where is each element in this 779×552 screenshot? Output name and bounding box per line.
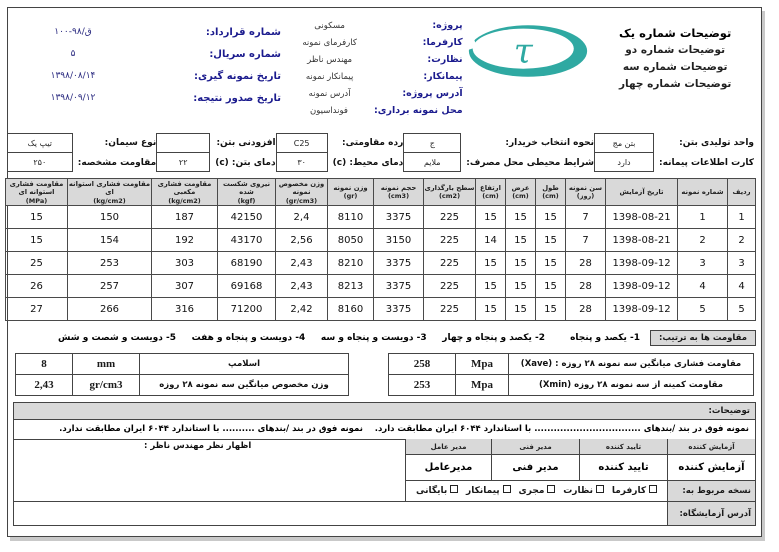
table-cell: 225	[424, 275, 476, 298]
strengths-note	[13, 328, 756, 348]
table-cell: 1398-09-12	[606, 298, 678, 321]
checkbox-icon[interactable]	[649, 485, 657, 493]
table-cell: 257	[68, 275, 152, 298]
signatures-section	[13, 439, 756, 526]
strength-summary-table	[388, 353, 754, 396]
spec-label: کارت اطلاعات پیمانه:	[659, 157, 754, 168]
table-cell: 3375	[374, 206, 424, 229]
table-row	[6, 206, 756, 229]
lab-address-value	[14, 502, 667, 525]
summary-label: اسلامپ	[140, 354, 349, 375]
table-cell: 2	[728, 229, 756, 252]
note-line-4: توضیحات شماره چهار	[618, 78, 732, 90]
table-cell: 8050	[328, 229, 374, 252]
spec-label: دمای محیط: (c)	[332, 157, 404, 168]
table-cell: 15	[506, 206, 536, 229]
table-cell: 3375	[374, 298, 424, 321]
table-row	[6, 298, 756, 321]
table-cell: 15	[6, 206, 68, 229]
table-cell: 15	[476, 298, 506, 321]
col-sample-age: سن نمونه (روز)	[566, 179, 606, 206]
col-specific-weight: وزن مخصوص نمونه (gr/cm3)	[276, 179, 328, 206]
spec-value-box: بتن مج	[594, 133, 654, 153]
field-sampling-date	[13, 65, 281, 87]
spec-value-box: C25	[276, 133, 328, 153]
col-height: ارتفاع (cm)	[476, 179, 506, 206]
table-cell: 2,4	[276, 206, 328, 229]
table-cell: 5	[728, 298, 756, 321]
project-fields	[281, 13, 463, 129]
table-cell: 8210	[328, 252, 374, 275]
strengths-note-text: 1- یکصد و پنجاه 2- یکصد و پنجاه و چهار 3- دویست و پنجاه و سه 4- دویست و پنجاه و هفت 5- دویست و شصت و شش	[58, 333, 641, 343]
field-value: فونداسیون	[310, 105, 348, 116]
field-label: پروژه:	[432, 20, 463, 31]
col-cylindrical-strength-kg: مقاومت فشاری استوانه ای (kg/cm2)	[68, 179, 151, 205]
tau-logo-icon	[466, 23, 590, 81]
summary-unit: Mpa	[456, 354, 509, 375]
field-label: محل نمونه برداری:	[373, 105, 463, 116]
field-value: مهندس ناظر	[307, 54, 353, 65]
spec-strength-class	[276, 133, 404, 172]
field-value: کارفرمای نمونه	[302, 37, 357, 48]
summary-row-xmin	[389, 375, 754, 396]
table-cell: 68190	[218, 252, 276, 275]
spec-label: شرایط محیطی محل مصرف:	[466, 157, 595, 168]
role-approver: تایید کننده	[579, 439, 667, 455]
table-cell: 1	[678, 206, 728, 229]
table-cell: 253	[68, 252, 152, 275]
checkbox-icon[interactable]	[450, 485, 458, 493]
spec-value-box: ۲۵۰	[7, 152, 73, 172]
field-serial-number	[13, 43, 281, 65]
table-cell: 15	[476, 206, 506, 229]
summary-unit: mm	[73, 354, 140, 375]
spec-value-box: ج	[403, 133, 461, 153]
table-cell: 3150	[374, 229, 424, 252]
table-cell: 1	[728, 206, 756, 229]
table-cell: 15	[476, 275, 506, 298]
table-row	[6, 229, 756, 252]
table-cell: 15	[506, 275, 536, 298]
note-line-2: توضیحات شماره دو	[625, 44, 726, 56]
slump-summary-table	[15, 353, 349, 396]
field-value: ۱۳۹۸/۰۹/۱۲	[50, 93, 96, 103]
checkbox-icon[interactable]	[503, 485, 511, 493]
spec-label: افزودنی بتن:	[216, 137, 276, 148]
table-cell: 154	[68, 229, 152, 252]
field-contract-number	[13, 21, 281, 43]
name-ceo: مدیرعامل	[405, 455, 491, 481]
field-project	[281, 17, 463, 34]
checkbox-icon[interactable]	[547, 485, 555, 493]
table-cell: 8213	[328, 275, 374, 298]
table-cell: 8160	[328, 298, 374, 321]
table-cell: 28	[566, 298, 606, 321]
table-cell: 225	[424, 229, 476, 252]
table-cell: 225	[424, 206, 476, 229]
table-cell: 27	[6, 298, 68, 321]
table-cell: 69168	[218, 275, 276, 298]
field-label: پیمانکار:	[423, 71, 463, 82]
name-technical-manager: مدیر فنی	[491, 455, 579, 481]
col-cubic-strength: مقاومت فشاری مکعبی (kg/cm2)	[152, 179, 218, 206]
checkbox-icon[interactable]	[596, 485, 604, 493]
table-cell: 5	[678, 298, 728, 321]
table-cell: 303	[152, 252, 218, 275]
name-tester: آزمایش کننده	[667, 455, 755, 481]
table-cell: 307	[152, 275, 218, 298]
field-sampling-location	[281, 102, 463, 119]
copy-option-archive: بایگانی	[416, 485, 458, 498]
col-sample-volume: حجم نمونه (cm3)	[374, 179, 424, 206]
summary-unit: Mpa	[456, 375, 509, 396]
lab-logo	[463, 13, 595, 129]
note-line-1: توضیحات شماره یک	[618, 26, 732, 40]
spec-label: واحد تولیدی بتن:	[679, 137, 754, 148]
table-cell: 7	[566, 229, 606, 252]
spec-label: نوع سیمان:	[104, 137, 157, 148]
spec-label: دمای بتن: (c)	[215, 157, 276, 168]
field-value: آدرس نمونه	[308, 88, 351, 99]
table-cell: 15	[536, 252, 566, 275]
table-cell: 4	[728, 275, 756, 298]
table-cell: 266	[68, 298, 152, 321]
strengths-note-label: مقاومت ها به ترتیب:	[650, 330, 756, 346]
field-label: شماره سریال:	[209, 48, 281, 60]
table-cell: 15	[6, 229, 68, 252]
results-table	[5, 178, 756, 321]
copy-option-supervision: نظارت	[563, 485, 604, 498]
observer-note: اظهار نظر مهندس ناظر :	[14, 439, 405, 502]
table-cell: 15	[536, 206, 566, 229]
table-cell: 2,56	[276, 229, 328, 252]
field-label: تاریخ نمونه گیری:	[193, 70, 281, 82]
table-cell: 3375	[374, 275, 424, 298]
remarks-section	[13, 402, 756, 440]
table-cell: 1398-09-12	[606, 252, 678, 275]
table-cell: 3	[728, 252, 756, 275]
field-label: تاریخ صدور نتیجه:	[193, 92, 281, 104]
col-length: طول (cm)	[536, 179, 566, 206]
spec-producer	[594, 133, 754, 172]
spec-value-box: ملایم	[403, 152, 461, 172]
table-cell: 43170	[218, 229, 276, 252]
table-cell: 28	[566, 275, 606, 298]
spec-buyer-selection	[403, 133, 594, 172]
summary-row-density	[16, 375, 349, 396]
col-sample-number: شماره نمونه	[678, 179, 728, 206]
summary-label: وزن مخصوص میانگین سه نمونه ۲۸ روزه	[140, 375, 349, 396]
copy-to-options	[405, 481, 667, 502]
col-width: عرض (cm)	[506, 179, 536, 206]
role-technical-manager: مدیر فنی	[491, 439, 579, 455]
header-notes	[594, 13, 756, 129]
spec-cement-type	[7, 133, 156, 172]
summary-value: 253	[389, 375, 456, 396]
summary-row-xave	[389, 354, 754, 375]
field-value: مسکونی	[314, 20, 345, 31]
copy-option-executor: مجری	[519, 485, 556, 498]
spec-label: مقاومت مشخصه:	[77, 157, 157, 168]
field-value: پیمانکار نمونه	[305, 71, 354, 82]
copy-option-contractor: پیمانکار	[466, 485, 511, 498]
col-loading-area: سطح بارگذاری (cm2)	[424, 179, 476, 206]
table-cell: 225	[424, 252, 476, 275]
table-cell: 15	[476, 252, 506, 275]
spec-label: نحوه انتخاب خریدار:	[505, 137, 595, 148]
col-sample-weight: وزن نمونه (gr)	[328, 179, 374, 206]
role-ceo: مدیر عامل	[405, 439, 491, 455]
table-cell: 15	[536, 298, 566, 321]
summary-label: مقاومت کمینه از سه نمونه ۲۸ روزه (Xmin)	[509, 375, 754, 396]
field-value: ۱۳۹۸/۰۸/۱۴	[50, 71, 96, 81]
table-cell: 2,43	[276, 275, 328, 298]
table-cell: 25	[6, 252, 68, 275]
table-cell: 2,42	[276, 298, 328, 321]
field-contractor	[281, 68, 463, 85]
table-cell: 4	[678, 275, 728, 298]
col-failure-force: نیروی شکست شده (kgf)	[218, 179, 276, 206]
contract-fields	[13, 13, 281, 129]
table-cell: 225	[424, 298, 476, 321]
spec-value-box: ۳۰	[276, 152, 328, 172]
spec-value-box	[156, 133, 210, 153]
spec-value-box: تیپ یک	[7, 133, 73, 153]
table-cell: 150	[68, 206, 152, 229]
copy-to-label: نسخه مربوط به:	[667, 481, 755, 502]
lab-address-label: آدرس آزمایشگاه:	[667, 502, 755, 525]
role-tester: آزمایش کننده	[667, 439, 755, 455]
field-project-address	[281, 85, 463, 102]
table-cell: 1398-08-21	[606, 229, 678, 252]
table-cell: 15	[536, 229, 566, 252]
col-row-number: ردیف	[728, 179, 756, 206]
table-cell: 1398-08-21	[606, 206, 678, 229]
table-cell: 15	[536, 275, 566, 298]
table-cell: 15	[506, 252, 536, 275]
spec-value-box: دارد	[594, 152, 654, 172]
spec-label: رده مقاومتی:	[342, 137, 404, 148]
field-result-date	[13, 87, 281, 109]
table-cell: 316	[152, 298, 218, 321]
field-value: ۵	[70, 49, 76, 59]
results-table-header	[6, 179, 756, 206]
table-cell: 2,43	[276, 252, 328, 275]
table-cell: 42150	[218, 206, 276, 229]
report-header	[13, 13, 756, 129]
results-tbody	[6, 206, 756, 321]
col-test-date: تاریخ آزمایش	[606, 179, 678, 206]
spec-value-box: ۲۲	[156, 152, 210, 172]
field-client	[281, 34, 463, 51]
table-cell: 7	[566, 206, 606, 229]
field-label: شماره قرارداد:	[205, 26, 281, 38]
field-label: نظارت:	[427, 54, 463, 65]
table-cell: 3	[678, 252, 728, 275]
remarks-text: نمونه فوق در بند /بندهای ................................. با استاندارد ۶۰۴۴ ایران مطابقت دارد. نمونه فوق در بند /بندهای .......... با استاندارد ۶۰۴۴ ایران مطابقت ندارد.	[59, 424, 749, 434]
summary-unit: gr/cm3	[73, 375, 140, 396]
summary-section	[15, 353, 754, 396]
table-cell: 71200	[218, 298, 276, 321]
field-label: کارفرما:	[422, 37, 463, 48]
table-cell: 14	[476, 229, 506, 252]
concrete-specs	[15, 133, 754, 172]
table-cell: 1398-09-12	[606, 275, 678, 298]
spec-additive	[156, 133, 275, 172]
copy-option-client: کارفرما	[612, 485, 657, 498]
report-sheet	[7, 7, 762, 537]
table-cell: 28	[566, 252, 606, 275]
col-cylindrical-strength-mpa: مقاومت فشاری استوانه ای (MPa)	[6, 179, 68, 206]
field-label: آدرس پروژه:	[402, 88, 463, 99]
note-line-3: توضیحات شماره سه	[622, 61, 728, 73]
summary-value: 8	[16, 354, 73, 375]
field-supervision	[281, 51, 463, 68]
remarks-label: توضیحات:	[14, 403, 755, 420]
name-approver: تایید کننده	[579, 455, 667, 481]
table-cell: 8110	[328, 206, 374, 229]
table-cell: 15	[506, 298, 536, 321]
summary-row-slump	[16, 354, 349, 375]
field-value: ق/۹۸-۱۰۰	[54, 27, 92, 37]
table-cell: 187	[152, 206, 218, 229]
summary-label: مقاومت فشاری میانگین سه نمونه ۲۸ روزه : (Xave)	[509, 354, 754, 375]
table-cell: 192	[152, 229, 218, 252]
table-row	[6, 252, 756, 275]
table-cell: 26	[6, 275, 68, 298]
table-row	[6, 275, 756, 298]
table-cell: 15	[506, 229, 536, 252]
summary-value: 258	[389, 354, 456, 375]
summary-value: 2,43	[16, 375, 73, 396]
table-cell: 3375	[374, 252, 424, 275]
table-cell: 2	[678, 229, 728, 252]
svg-text:τ: τ	[514, 31, 534, 72]
